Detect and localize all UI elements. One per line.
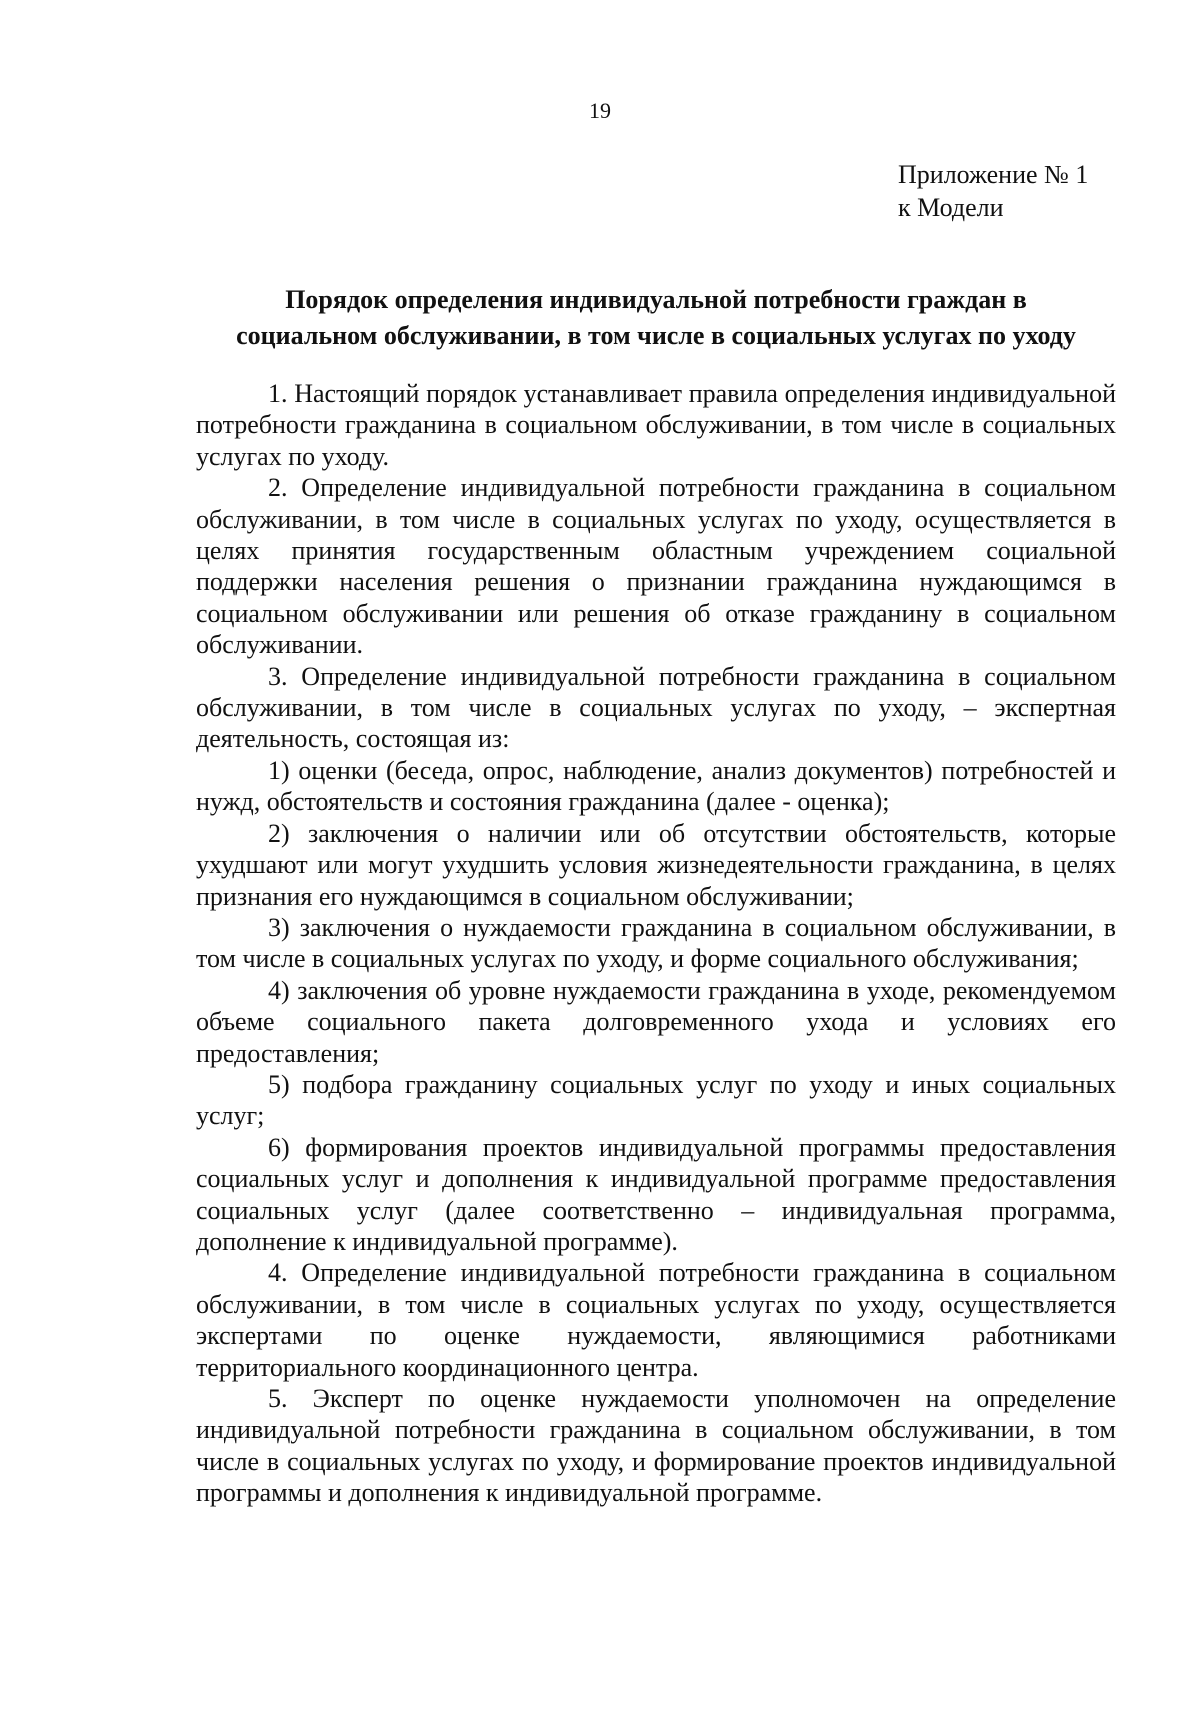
title-line-2: социальном обслуживании, в том числе в социальных услугах по уходу	[236, 321, 1076, 350]
appendix-line-1: Приложение № 1	[898, 160, 1089, 189]
appendix-reference	[898, 158, 1088, 224]
subitem-6: 6) формирования проектов индивидуальной программы предоставления социальных услуг и дополнения к индивидуальной программе предоставления социальных услуг (далее соответственно – индивидуальная программа, дополнение к индивидуальной программе).	[196, 1132, 1116, 1256]
title-line-1: Порядок определения индивидуальной потребности граждан в	[285, 285, 1027, 314]
paragraph-2: 2. Определение индивидуальной потребности гражданина в социальном обслуживании, в том числе в социальных услугах по уходу, осуществляется в целях принятия государственным областным учреждением социальной поддержки населения решения о признании гражданина нуждающимся в социальном обслуживании или решения об отказе гражданину в социальном обслуживании.	[196, 473, 1116, 660]
subitem-5: 5) подбора гражданину социальных услуг по уходу и иных социальных услуг;	[196, 1069, 1116, 1131]
subitem-4: 4) заключения об уровне нуждаемости гражданина в уходе, рекомендуемом объеме социального пакета долговременного ухода и условиях его предоставления;	[196, 975, 1116, 1068]
paragraph-4: 4. Определение индивидуальной потребности гражданина в социальном обслуживании, в том числе в социальных услугах по уходу, осуществляется экспертами по оценке нуждаемости, являющимися работниками территориального координационного центра.	[196, 1258, 1116, 1382]
subitem-1: 1) оценки (беседа, опрос, наблюдение, анализ документов) потребностей и нужд, обстоятельств и состояния гражданина (далее - оценка);	[196, 755, 1116, 817]
page-number: 19	[589, 98, 611, 123]
paragraph-1: 1. Настоящий порядок устанавливает правила определения индивидуальной потребности гражданина в социальном обслуживании, в том числе в социальных услугах по уходу.	[196, 379, 1116, 471]
paragraph-3: 3. Определение индивидуальной потребности гражданина в социальном обслуживании, в том числе в социальных услугах по уходу, – экспертная деятельность, состоящая из:	[196, 661, 1116, 754]
appendix-line-2: к Модели	[898, 193, 1004, 222]
subitem-2: 2) заключения о наличии или об отсутствии обстоятельств, которые ухудшают или могут ухудшить условия жизнедеятельности гражданина, в целях признания его нуждающимся в социальном обслуживании;	[196, 818, 1116, 911]
document-body	[196, 378, 1116, 1509]
subitem-3: 3) заключения о нуждаемости гражданина в социальном обслуживании, в том числе в социальных услугах по уходу, и форме социального обслуживания;	[196, 912, 1116, 974]
document-title	[196, 282, 1116, 354]
paragraph-5: 5. Эксперт по оценке нуждаемости уполномочен на определение индивидуальной потребности гражданина в социальном обслуживании, в том числе в социальных услугах по уходу, и формирование проектов индивидуальной программы и дополнения к индивидуальной программе.	[196, 1384, 1116, 1508]
